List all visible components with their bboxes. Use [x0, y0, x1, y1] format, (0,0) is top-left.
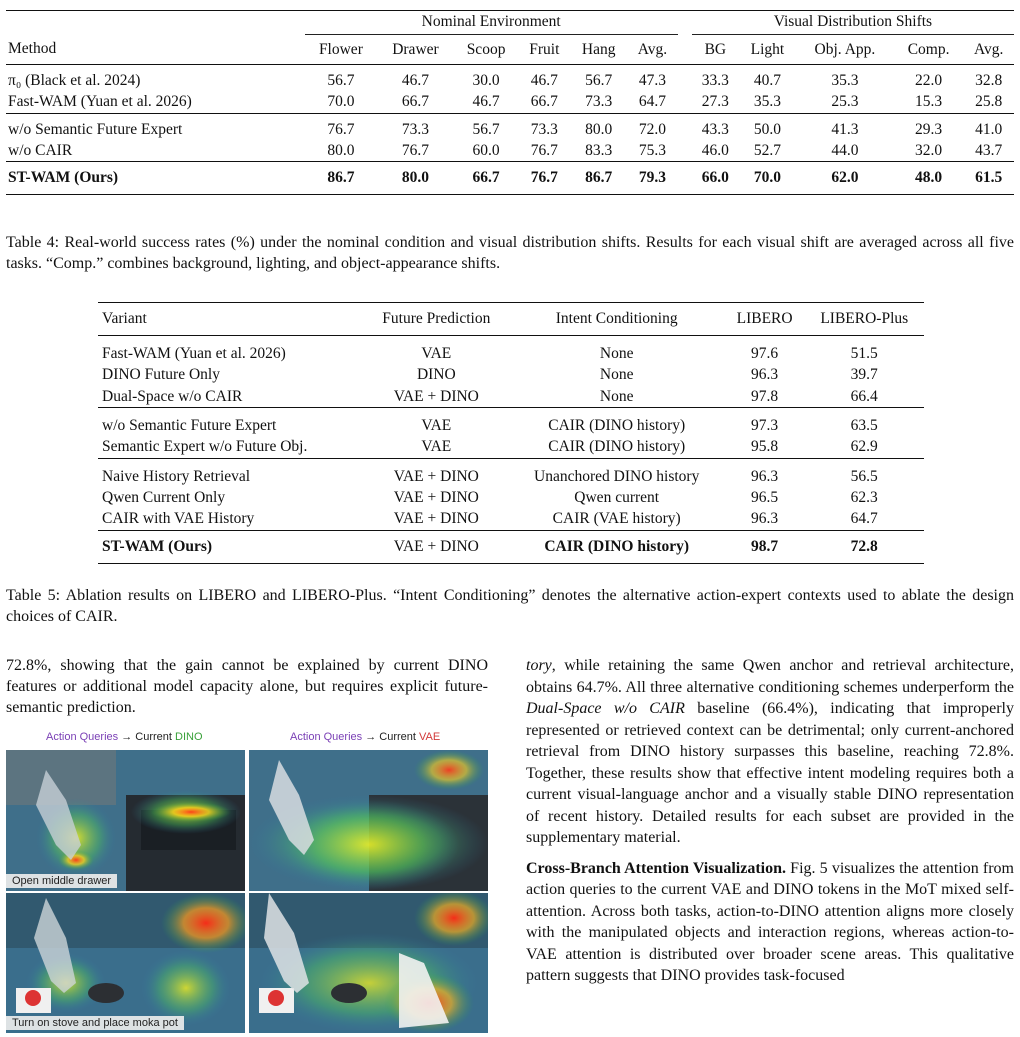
label-queries: Action Queries: [290, 731, 363, 743]
value-cell: 35.3: [753, 93, 781, 110]
value-cell: 64.7: [850, 510, 878, 527]
column-header: Intent Conditioning: [509, 303, 725, 336]
value-cell: 39.7: [850, 366, 878, 384]
column-header: Drawer: [392, 40, 439, 58]
method-cell: w/o CAIR: [8, 141, 73, 159]
text: Fig. 5 visualizes the attention from action queries to the current VAE and DINO tokens in the MoT mixed self-attention. Across both tasks, action-to-DINO attention aligns more closely with the manipulated objects and interaction regions, whereas action-to-VAE attention is distributed over broader scene areas. This qualitative pattern suggests that DINO provides task-focused: [526, 859, 1014, 984]
value-cell: 32.8: [963, 65, 1014, 92]
value-cell: 83.3: [585, 141, 613, 159]
value-cell: Qwen current: [574, 488, 660, 506]
paragraph: [526, 655, 1014, 849]
value-cell: 96.3: [751, 510, 779, 527]
table-row: [6, 113, 1014, 140]
value-cell: 46.7: [518, 65, 570, 92]
value-cell: 73.3: [518, 113, 570, 140]
method-cell: π₀ (Black et al. 2024): [6, 65, 291, 92]
table-row: [98, 509, 924, 531]
value-cell: 80.0: [570, 113, 627, 140]
value-cell: 32.0: [915, 141, 943, 159]
variant-cell: ST-WAM (Ours): [98, 530, 364, 563]
value-cell: 97.3: [725, 408, 805, 437]
table-5: [98, 302, 924, 564]
value-cell: 52.7: [753, 141, 781, 159]
table-row: [98, 386, 924, 408]
value-cell: 41.3: [796, 113, 894, 140]
value-cell: 76.7: [401, 141, 429, 159]
value-cell: 56.5: [804, 458, 924, 487]
table-5-caption: Table 5: Ablation results on LIBERO and LIBERO-Plus. “Intent Conditioning” denotes the alternative action-expert contexts used to ablate the design choices of CAIR.: [6, 587, 1014, 625]
value-cell: 80.0: [327, 141, 355, 159]
value-cell: 63.5: [804, 408, 924, 437]
value-cell: VAE + DINO: [393, 488, 479, 506]
column-header: Scoop: [466, 40, 506, 58]
table-row: [98, 437, 924, 459]
value-cell: 66.4: [850, 387, 878, 405]
variant-cell: w/o Semantic Future Expert: [98, 408, 364, 437]
heatmap-vae-stove: [249, 893, 488, 1033]
attention-figure: [6, 728, 488, 1033]
value-cell: 73.3: [585, 93, 613, 110]
value-cell: 76.7: [305, 113, 378, 140]
value-cell: CAIR (VAE history): [552, 510, 681, 527]
right-column-text: [526, 655, 1014, 987]
table-row: [6, 65, 1014, 92]
heatmap-vae-drawer: [249, 750, 488, 891]
value-cell: CAIR (DINO history): [509, 530, 725, 563]
figure-label-vae: [290, 731, 440, 743]
value-cell: 96.5: [751, 488, 779, 506]
section-heading: Cross-Branch Attention Visualization.: [526, 859, 787, 877]
value-cell: 66.7: [530, 93, 558, 110]
label-queries: Action Queries: [46, 731, 119, 743]
value-cell: 56.7: [305, 65, 378, 92]
value-cell: 66.7: [454, 162, 519, 195]
label-arrow: → Current: [118, 731, 176, 743]
column-header: LIBERO: [725, 303, 805, 336]
column-header: Fruit: [529, 40, 560, 58]
value-cell: None: [599, 366, 634, 384]
column-header: BG: [704, 40, 727, 58]
group-header-shifts: Visual Distribution Shifts: [692, 11, 1014, 35]
table-row: [98, 458, 924, 487]
value-cell: Unanchored DINO history: [509, 458, 725, 487]
text: baseline (66.4%), indicating that improperly represented or retrieved context can be detrimental; only current-anchored retrieval from DINO history surpasses this baseline, reaching 72.8%. Together, these results show that effective intent modeling requires both a current visual-language anchor and a visually stable DINO representation of recent history. Detailed results for each subset are provided in the supplementary material.: [526, 700, 1014, 846]
value-cell: None: [599, 387, 634, 405]
value-cell: DINO: [416, 366, 456, 384]
table-row: [98, 530, 924, 563]
italic-text: Dual-Space w/o CAIR: [526, 700, 685, 717]
value-cell: VAE: [364, 408, 509, 437]
value-cell: 64.7: [638, 93, 667, 110]
value-cell: 35.3: [796, 65, 894, 92]
value-cell: 75.3: [638, 141, 667, 159]
value-cell: VAE: [421, 438, 452, 455]
variant-cell: Naive History Retrieval: [98, 458, 364, 487]
column-header: Avg.: [973, 40, 1004, 58]
value-cell: 60.0: [472, 141, 500, 159]
value-cell: 30.0: [454, 65, 519, 92]
task-label-drawer: Open middle drawer: [6, 874, 117, 888]
value-cell: 86.7: [570, 162, 627, 195]
method-cell: ST-WAM (Ours): [6, 162, 291, 195]
value-cell: None: [599, 345, 634, 363]
value-cell: 48.0: [894, 162, 963, 195]
table-row: [6, 162, 1014, 195]
column-header: Variant: [98, 303, 364, 336]
value-cell: 73.3: [377, 113, 453, 140]
column-header: Light: [750, 40, 785, 58]
value-cell: 25.8: [975, 93, 1003, 110]
table-row: [98, 408, 924, 437]
column-header: Avg.: [637, 40, 668, 58]
table-row: [98, 487, 924, 509]
value-cell: 50.0: [739, 113, 796, 140]
value-cell: VAE + DINO: [364, 458, 509, 487]
value-cell: 72.8: [804, 530, 924, 563]
column-header: Obj. App.: [814, 40, 876, 58]
value-cell: 66.0: [692, 162, 739, 195]
value-cell: 62.0: [796, 162, 894, 195]
value-cell: 29.3: [894, 113, 963, 140]
label-arrow: → Current: [362, 731, 420, 743]
value-cell: 76.7: [518, 162, 570, 195]
value-cell: 61.5: [963, 162, 1014, 195]
value-cell: VAE + DINO: [393, 510, 479, 527]
variant-cell: Qwen Current Only: [102, 488, 226, 506]
value-cell: 56.7: [570, 65, 627, 92]
value-cell: 43.3: [692, 113, 739, 140]
value-cell: 70.0: [739, 162, 796, 195]
table-row: [98, 336, 924, 365]
value-cell: 40.7: [739, 65, 796, 92]
value-cell: 33.3: [692, 65, 739, 92]
value-cell: 41.0: [963, 113, 1014, 140]
value-cell: 66.7: [401, 93, 429, 110]
value-cell: 15.3: [915, 93, 943, 110]
value-cell: VAE: [421, 345, 452, 363]
figure-label-dino: [46, 731, 203, 743]
value-cell: 62.9: [850, 438, 878, 455]
heatmap-dino-drawer: [6, 750, 245, 891]
value-cell: 76.7: [530, 141, 558, 159]
label-target-dino: DINO: [175, 731, 203, 743]
value-cell: CAIR (DINO history): [509, 408, 725, 437]
method-cell: w/o Semantic Future Expert: [6, 113, 291, 140]
value-cell: 25.3: [831, 93, 859, 110]
value-cell: 86.7: [305, 162, 378, 195]
value-cell: 51.5: [850, 345, 878, 363]
value-cell: 80.0: [377, 162, 453, 195]
value-cell: 56.7: [454, 113, 519, 140]
column-header: Comp.: [907, 40, 950, 58]
group-header-nominal: Nominal Environment: [305, 11, 678, 35]
value-cell: 47.3: [627, 65, 678, 92]
value-cell: 95.8: [751, 438, 779, 455]
value-cell: 46.7: [472, 93, 500, 110]
paragraph: [526, 858, 1014, 987]
value-cell: 70.0: [327, 93, 355, 110]
value-cell: 27.3: [701, 93, 729, 110]
value-cell: VAE + DINO: [393, 387, 479, 405]
column-header: Hang: [581, 40, 616, 58]
value-cell: 43.7: [975, 141, 1003, 159]
task-label-stove: Turn on stove and place moka pot: [6, 1016, 184, 1030]
value-cell: 98.7: [725, 530, 805, 563]
column-header: Flower: [318, 40, 363, 58]
method-cell: Fast-WAM (Yuan et al. 2026): [8, 93, 192, 110]
variant-cell: Fast-WAM (Yuan et al. 2026): [102, 345, 286, 363]
value-cell: 97.6: [751, 345, 779, 363]
value-cell: 72.0: [627, 113, 678, 140]
value-cell: 96.3: [751, 366, 779, 384]
column-header: Method: [8, 40, 57, 58]
value-cell: CAIR (DINO history): [548, 438, 686, 455]
value-cell: 79.3: [627, 162, 678, 195]
table-4-caption: Table 4: Real-world success rates (%) under the nominal condition and visual distribution shifts. Results for each visual shift are averaged across all five tasks. “Comp.” combines background, lighting, and object-appearance shifts.: [6, 234, 1014, 272]
variant-cell: Dual-Space w/o CAIR: [102, 387, 243, 405]
table-row: [6, 140, 1014, 162]
label-target-vae: VAE: [419, 731, 441, 743]
variant-cell: Semantic Expert w/o Future Obj.: [102, 438, 308, 455]
table-row: [98, 365, 924, 387]
value-cell: VAE + DINO: [364, 530, 509, 563]
table-4: [6, 10, 1014, 195]
table-row: [6, 92, 1014, 114]
variant-cell: CAIR with VAE History: [102, 510, 255, 527]
italic-text: tory: [526, 657, 552, 674]
value-cell: 97.8: [751, 387, 779, 405]
value-cell: 44.0: [831, 141, 859, 159]
value-cell: 96.3: [725, 458, 805, 487]
text: , while retaining the same Qwen anchor and retrieval architecture, obtains 64.7%. All three alternative conditioning schemes underperform the: [526, 657, 1014, 696]
heatmap-dino-stove: [6, 893, 245, 1033]
left-column-text: 72.8%, showing that the gain cannot be explained by current DINO features or additional model capacity alone, but requires explicit future-semantic prediction.: [6, 657, 488, 716]
column-header: Future Prediction: [364, 303, 509, 336]
variant-cell: DINO Future Only: [102, 366, 220, 384]
value-cell: 46.0: [701, 141, 729, 159]
value-cell: 46.7: [377, 65, 453, 92]
column-header: LIBERO-Plus: [804, 303, 924, 336]
value-cell: 22.0: [894, 65, 963, 92]
value-cell: 62.3: [850, 488, 878, 506]
